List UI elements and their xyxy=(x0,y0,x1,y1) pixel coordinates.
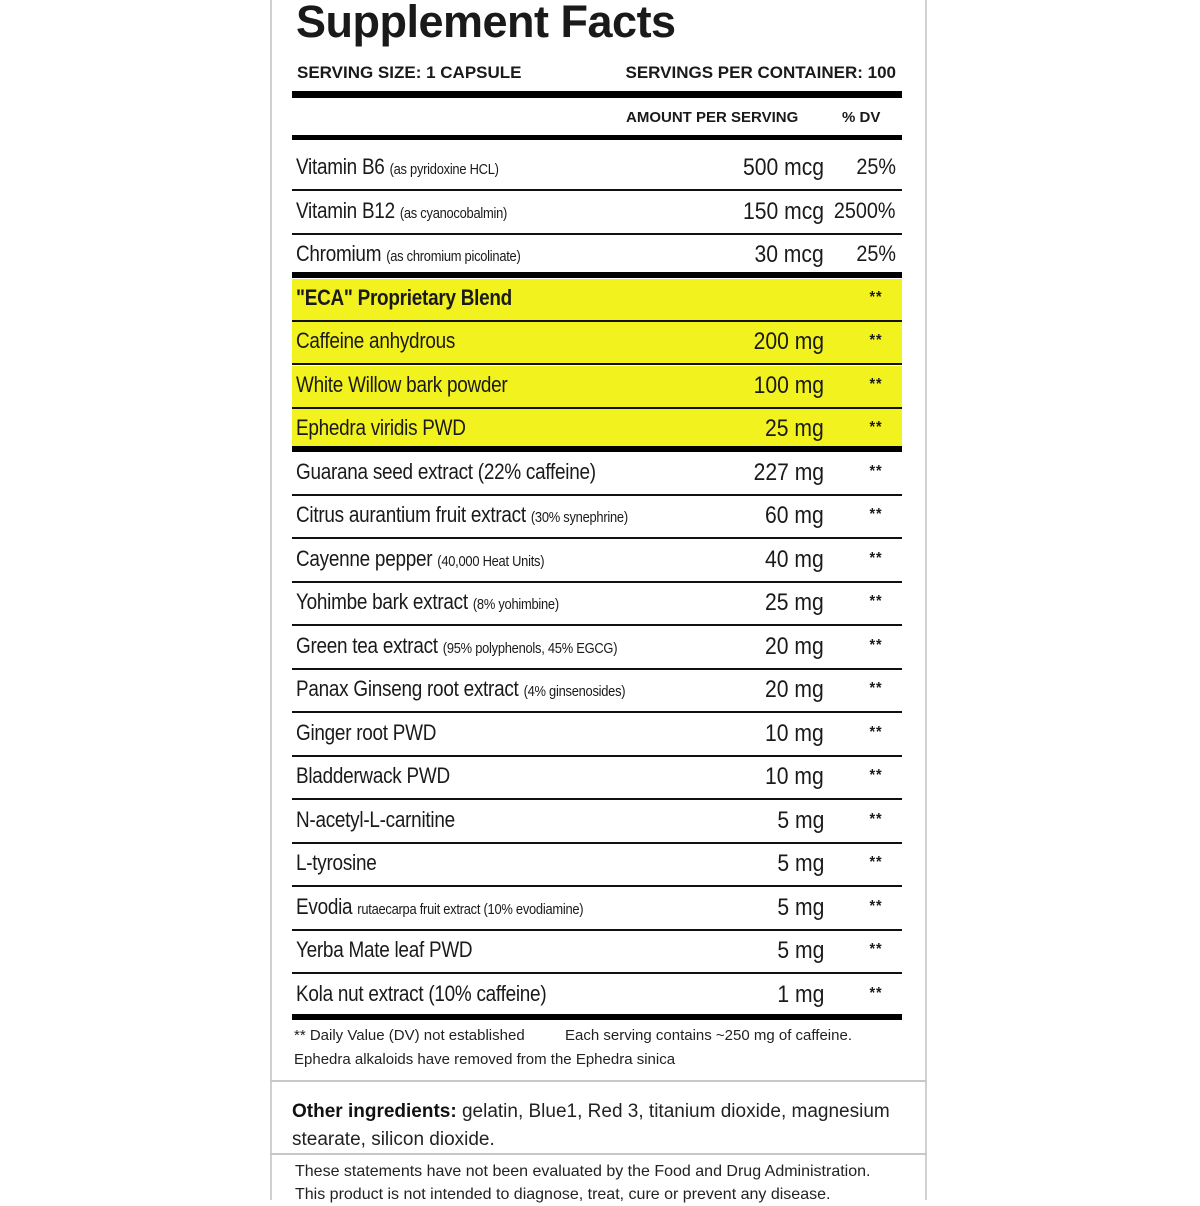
nutrient-name xyxy=(296,807,455,833)
nutrient-name xyxy=(296,850,377,876)
other-ingredients xyxy=(292,1098,932,1154)
nutrient-name-text: Chromium xyxy=(296,241,382,266)
nutrient-name-text: "ECA" Proprietary Blend xyxy=(296,284,512,310)
panel-title: Supplement Facts xyxy=(296,0,676,47)
nutrient-dv: ** xyxy=(868,810,882,828)
nutrient-amount: 30 mcg xyxy=(754,241,824,268)
nutrient-dv: ** xyxy=(868,332,882,349)
nutrient-name-text: Guarana seed extract (22% caffeine) xyxy=(296,458,596,484)
nutrient-name-text: Panax Ginseng root extract xyxy=(296,676,519,701)
nutrient-amount: 5 mg xyxy=(777,893,824,921)
nutrient-dv: ** xyxy=(868,462,882,480)
nutrient-amount: 20 mg xyxy=(765,632,824,660)
nutrient-dv: ** xyxy=(868,941,882,958)
nutrient-row xyxy=(292,540,902,583)
nutrient-name xyxy=(296,937,472,963)
dv-footnote: ** Daily Value (DV) not established xyxy=(294,1027,525,1044)
nutrient-amount: 20 mg xyxy=(765,676,824,703)
nutrient-name-text: Citrus aurantium fruit extract xyxy=(296,502,526,527)
nutrient-amount: 500 mcg xyxy=(742,154,824,181)
nutrient-row xyxy=(292,888,902,931)
divider xyxy=(270,1080,927,1082)
amount-column-header: AMOUNT PER SERVING xyxy=(626,109,799,126)
nutrient-name xyxy=(296,676,625,702)
nutrient-amount: 5 mg xyxy=(777,850,824,877)
nutrient-row xyxy=(292,322,902,365)
nutrient-name xyxy=(296,633,617,659)
nutrient-name xyxy=(296,502,628,528)
nutrient-row xyxy=(292,670,902,713)
nutrient-dv: ** xyxy=(868,723,882,741)
nutrient-row xyxy=(292,148,902,191)
nutrient-row xyxy=(292,279,902,322)
dv-column-header: % DV xyxy=(842,109,881,126)
nutrient-source-note: (as pyridoxine HCL) xyxy=(389,161,499,178)
nutrient-name xyxy=(296,459,596,485)
nutrient-dv: 25% xyxy=(856,154,896,179)
other-ingredients-text: gelatin, Blue1, Red 3, titanium dioxide, magnesium stearate, silicon dioxide. xyxy=(292,1101,890,1150)
nutrient-amount: 25 mg xyxy=(765,589,824,616)
other-ingredients-label: Other ingredients: xyxy=(292,1101,457,1122)
nutrient-row xyxy=(292,931,902,974)
nutrient-amount: 100 mg xyxy=(753,371,824,399)
nutrient-source-note: rutaecarpa fruit extract (10% evodiamine) xyxy=(357,900,584,918)
disclaimer-line-2: This product is not intended to diagnose, treat, cure or prevent any disease. xyxy=(295,1186,831,1203)
top-thick-rule xyxy=(292,91,902,98)
nutrient-dv: ** xyxy=(868,288,882,306)
nutrient-source-note: (as chromium picolinate) xyxy=(386,248,521,265)
caffeine-footnote: Each serving contains ~250 mg of caffeine. xyxy=(565,1027,852,1044)
nutrient-dv: ** xyxy=(868,375,882,393)
nutrient-dv: ** xyxy=(868,897,882,915)
nutrient-name xyxy=(296,546,544,572)
nutrient-name xyxy=(296,372,507,398)
nutrient-name-text: Caffeine anhydrous xyxy=(296,328,456,353)
disclaimer-line-1: These statements have not been evaluated by the Food and Drug Administration. xyxy=(295,1163,871,1180)
nutrient-amount: 150 mcg xyxy=(742,197,824,225)
nutrient-name-text: L-tyrosine xyxy=(296,850,377,875)
nutrient-row xyxy=(292,583,902,626)
nutrient-name-text: White Willow bark powder xyxy=(296,371,508,397)
nutrient-source-note: (8% yohimbine) xyxy=(472,596,559,613)
nutrient-name-text: Vitamin B6 xyxy=(296,154,385,179)
servings-per-container: SERVINGS PER CONTAINER: 100 xyxy=(625,63,896,82)
nutrient-name xyxy=(296,981,546,1007)
nutrient-name xyxy=(296,198,507,224)
nutrient-row xyxy=(292,409,902,452)
nutrient-dv: ** xyxy=(868,767,882,784)
nutrient-name-text: Vitamin B12 xyxy=(296,197,395,223)
nutrient-source-note: (40,000 Heat Units) xyxy=(437,552,545,570)
nutrient-name xyxy=(296,894,583,920)
nutrient-row xyxy=(292,496,902,539)
nutrient-dv: 2500% xyxy=(834,197,896,223)
nutrient-amount: 1 mg xyxy=(777,980,824,1008)
nutrient-amount: 40 mg xyxy=(765,545,824,573)
nutrient-amount: 5 mg xyxy=(777,806,824,834)
header-rule xyxy=(292,135,902,140)
nutrient-dv: ** xyxy=(868,506,882,523)
nutrient-row xyxy=(292,453,902,496)
nutrient-amount: 227 mg xyxy=(753,458,824,486)
nutrient-name xyxy=(296,328,455,354)
nutrient-dv: ** xyxy=(868,549,882,567)
nutrient-source-note: (30% synephrine) xyxy=(530,509,628,526)
nutrient-name-text: Ginger root PWD xyxy=(296,719,437,745)
nutrient-row xyxy=(292,844,902,887)
nutrient-name-text: Yohimbe bark extract xyxy=(296,589,468,614)
nutrient-name-text: Yerba Mate leaf PWD xyxy=(296,937,473,962)
nutrient-row xyxy=(292,192,902,235)
nutrient-row xyxy=(292,714,902,757)
nutrient-name xyxy=(296,285,512,311)
nutrient-name-text: Kola nut extract (10% caffeine) xyxy=(296,980,547,1006)
bottom-thick-rule xyxy=(292,1014,902,1020)
nutrient-name-text: Evodia xyxy=(296,893,353,919)
nutrient-row xyxy=(292,801,902,844)
nutrient-name-text: Bladderwack PWD xyxy=(296,763,450,788)
nutrient-name xyxy=(296,720,436,746)
nutrient-row xyxy=(292,366,902,409)
nutrient-amount: 10 mg xyxy=(765,763,824,790)
nutrient-dv: ** xyxy=(868,419,882,436)
nutrient-name-text: Green tea extract xyxy=(296,632,438,658)
nutrient-row xyxy=(292,627,902,670)
nutrient-name xyxy=(296,763,450,789)
nutrient-name xyxy=(296,241,521,267)
serving-size: SERVING SIZE: 1 CAPSULE xyxy=(297,63,522,82)
nutrient-source-note: (4% ginsenosides) xyxy=(523,683,626,700)
ephedra-footnote: Ephedra alkaloids have removed from the Ephedra sinica xyxy=(294,1051,676,1068)
nutrient-amount: 10 mg xyxy=(765,719,824,747)
nutrient-name xyxy=(296,415,466,441)
nutrient-source-note: (as cyanocobalmin) xyxy=(399,204,508,222)
nutrient-dv: ** xyxy=(868,593,882,610)
nutrient-dv: ** xyxy=(868,984,882,1002)
nutrient-name xyxy=(296,589,559,615)
fda-disclaimer xyxy=(295,1160,915,1206)
nutrient-name-text: N-acetyl-L-carnitine xyxy=(296,806,455,832)
nutrient-amount: 25 mg xyxy=(765,415,824,442)
nutrient-name xyxy=(296,154,499,180)
nutrient-row xyxy=(292,235,902,278)
nutrient-name-text: Cayenne pepper xyxy=(296,545,433,571)
nutrient-dv: ** xyxy=(868,636,882,654)
nutrient-amount: 5 mg xyxy=(777,937,824,964)
nutrient-amount: 200 mg xyxy=(753,328,824,355)
nutrient-row xyxy=(292,975,902,1018)
nutrient-dv: 25% xyxy=(856,241,896,266)
nutrient-source-note: (95% polyphenols, 45% EGCG) xyxy=(442,639,618,657)
nutrient-amount: 60 mg xyxy=(765,502,824,529)
nutrient-dv: ** xyxy=(868,680,882,697)
nutrient-dv: ** xyxy=(868,854,882,871)
divider xyxy=(270,1153,927,1155)
nutrient-row xyxy=(292,757,902,800)
nutrient-name-text: Ephedra viridis PWD xyxy=(296,415,466,440)
